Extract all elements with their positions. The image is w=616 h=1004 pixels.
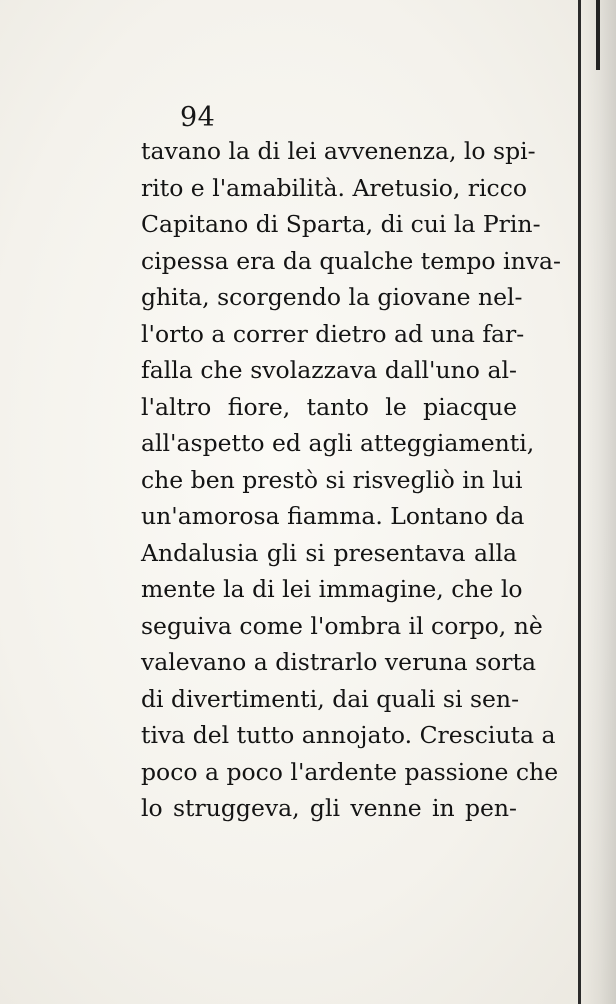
text-line: un'amorosa fiamma. Lontano da bbox=[141, 502, 525, 530]
text-line: rito e l'amabilità. Aretusio, ricco bbox=[141, 173, 528, 202]
page-number: 94 bbox=[180, 102, 216, 133]
text-line: falla che svolazzava dall'uno al- bbox=[141, 356, 517, 384]
text-line: lo struggeva, gli venne in pen- bbox=[141, 794, 517, 822]
binding-line bbox=[578, 0, 581, 1004]
text-line: l'orto a correr dietro ad una far- bbox=[141, 319, 525, 348]
text-line: Capitano di Sparta, di cui la Prin- bbox=[141, 210, 541, 238]
text-line: di divertimenti, dai quali si sen- bbox=[141, 684, 520, 713]
text-line: l'altro fiore, tanto le piacque bbox=[141, 392, 517, 421]
text-line: tavano la di lei avvenenza, lo spi- bbox=[141, 137, 536, 165]
text-line: poco a poco l'ardente passione che bbox=[141, 757, 559, 786]
text-line: valevano a distrarlo veruna sorta bbox=[141, 648, 536, 676]
text-line: mente la di lei immagine, che lo bbox=[141, 575, 523, 603]
text-line: Andalusia gli si presentava alla bbox=[141, 538, 517, 567]
binding-mark bbox=[596, 0, 600, 70]
page-edge-shadow bbox=[580, 0, 616, 1004]
body-text bbox=[141, 133, 561, 827]
text-line: all'aspetto ed agli atteggiamenti, bbox=[141, 429, 535, 457]
text-line: ghita, scorgendo la giovane nel- bbox=[141, 283, 523, 311]
text-line: cipessa era da qualche tempo inva- bbox=[141, 246, 561, 275]
text-line: che ben prestò si risvegliò in lui bbox=[141, 465, 523, 494]
text-line: seguiva come l'ombra il corpo, nè bbox=[141, 611, 543, 640]
text-line: tiva del tutto annojato. Cresciuta a bbox=[141, 721, 556, 749]
